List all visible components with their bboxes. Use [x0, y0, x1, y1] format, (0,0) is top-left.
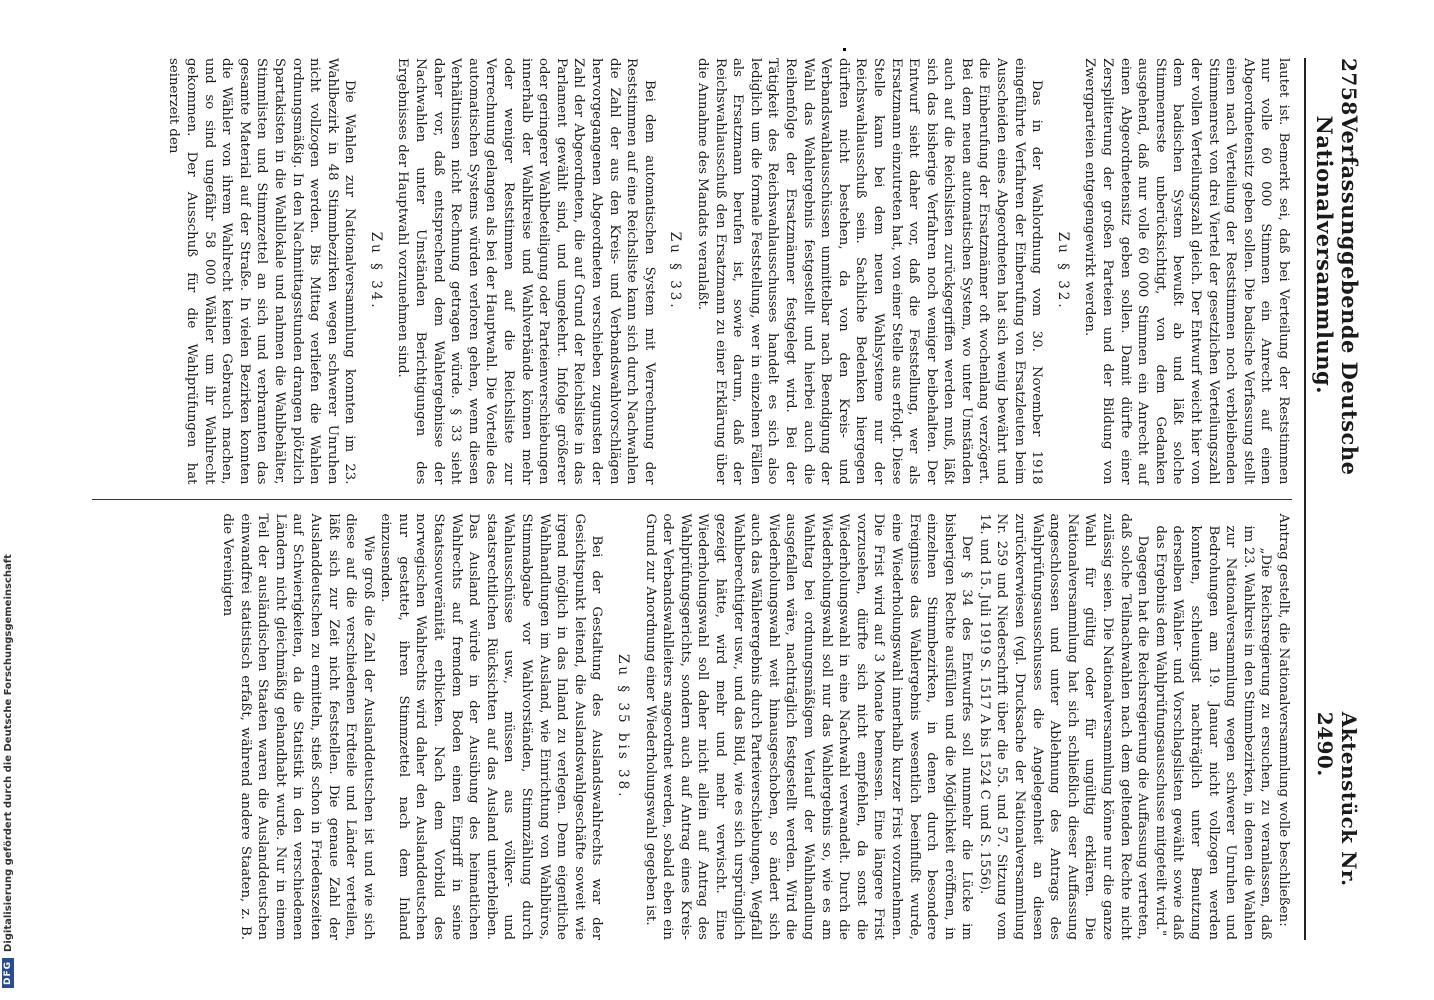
- page-header: [1312, 58, 1362, 940]
- paragraph: Die Wahlen zur Nationalversammlung konnten im 23. Wahlbezirk in 48 Stimmbezirken wegen schwerer Unruhen nicht vollzogen werden. Bis Mittag verliefen die Wahlen ordnungsmäßig. In den Nachmittagsstunden drangen plötzlich Spartakisten in die Wahllokale und nahmen die Wahlbehälter, Stimmlisten und Stimmzettel an sich und verbrannten das gesamte Material auf der Straße. In vielen Bezirken konnten die Wähler von ihrem Wahlrecht keinen Gebrauch machen, und so sind ungefähr 58 000 Wähler um ihr Wahlrecht gekommen. Der Ausschuß für die Wahlprüfungen hat seinerzeit den: [166, 58, 358, 485]
- paragraph: Wie groß die Zahl der Auslanddeutschen ist und wie sich diese auf die verschiedenen Erdteile und Länder verteilen, läßt sich zur Zeit nicht feststellen. Die genaue Zahl der Auslanddeutschen zu ermitteln, stieß schon in Friedenszeiten auf Schwierigkeiten, da die Statistik in den verschiedenen Ländern nicht gleichmäßig gehandhabt wurde. Nur in einem Teil der ausländischen Staaten waren die Auslanddeutschen einwandfrei statistisch erfaßt, während andere Staaten, z. B. die Vereinigten: [219, 513, 376, 940]
- left-column: [92, 58, 1292, 499]
- paragraph: Bei der Gestaltung des Auslandswahlrechts war der Gesichtspunkt leitend, die Auslandswahlgeschäfte soweit wie irgend möglich in das Inland zu verlegen. Denn eigentliche Wahlhandlungen im Ausland, wie Einrichtung von Wahlbüros, Stimmabgabe vor Wahlvorständen, Stimmzählung durch Wahlausschüsse usw., müssen aus völker- und staatsrechtlichen Rücksichten auf das Ausland unterbleiben. Das Ausland würde in der Ausübung des heimatlichen Wahlrechts auf fremdem Boden einen Eingriff in seine Staatssouveränität erblicken. Nach dem Vorbild des norwegischen Wahlrechts wird daher den Auslanddeutschen nur gestattet, ihren Stimmzettel nach dem Inland einzusenden.: [378, 513, 605, 940]
- page-number: 2758: [1337, 58, 1361, 116]
- paragraph: lautet ist. Bemerkt sei, daß bei Verteilung der Reststimmen nur volle 60 000 Stimmen ein Anrecht auf einen Abgeordnetensitz geben sollen. Die badische Verfassung stellt einen nach Verteilung der Reststimmen noch verbleibenden Stimmenrest von drei Viertel der gesetzlichen Verteilungszahl der vollen Verteilungszahl gleich. Der Entwurf weicht hier von dem badischen System bewußt ab und läßt solche Stimmenreste unberücksichtigt, von dem Gedanken ausgehend, daß nur volle 60 000 Stimmen ein Anrecht auf einen Abgeordnetensitz geben sollen. Damit dürfte einer Zersplitterung der großen Parteien und der Bildung von Zwergparteien entgegengewirkt werden.: [1082, 58, 1291, 485]
- section-heading-32: Zu § 32.: [1054, 231, 1071, 311]
- credit-text: Digitalisierung gefördert durch die Deutsche Forschungsgemeinschaft: [2, 554, 14, 952]
- paragraph: Dagegen hat die Reichsregierung die Auffassung vertreten, daß solche Teilnachwahlen nach dem geltenden Rechte nicht zulässig seien. Die Nationalversammlung könne nur die ganze Wahl für gültig oder für ungültig erklären. Die Nationalversammlung hat sich schließlich dieser Auffassung angeschlossen und unter Ablehnung des Antrags des Wahlprüfungsausschusses die Angelegenheit an diesen zurückverwiesen (vgl. Drucksache der Nationalversammlung Nr. 259 und Niederschrift über die 55. und 57. Sitzung vom 14. und 15. Juli 1919 S. 1517 A bis 1524 C und S. 1556).: [976, 513, 1151, 940]
- header-rule: [1304, 58, 1306, 940]
- paragraph: Antrag gestellt, die Nationalversammlung wolle beschließen:: [1276, 513, 1291, 927]
- text-columns: [92, 58, 1292, 940]
- running-title: Verfassunggebende Deutsche Nationalversammlung.: [1312, 115, 1362, 476]
- document-page: [54, 0, 1434, 1000]
- document-reference: Aktenstück Nr. 2490.: [1313, 711, 1361, 887]
- section-heading-35-38: Zu § 35 bis 38.: [615, 653, 632, 800]
- paragraph: Der § 34 des Entwurfes soll nunmehr die Lücke im bisherigen Rechte ausfüllen und die Möglichkeit eröffnen, in einzelnen Stimmbezirken, in denen durch besondere Ereignisse das Wahlergebnis wesentlich beeinflußt wurde, eine Wiederholungswahl innerhalb kurzer Frist vorzunehmen. Die Frist wird auf 3 Monate bemessen. Eine längere Frist vorzusehen, dürfte sich nicht empfehlen, da sonst die Wiederholungswahl in eine Nachwahl verwandelt. Durch die Wiederholungswahl soll nur das Wahlergebnis so, wie es am Wahltag bei ordnungsmäßigem Verlauf der Wahlhandlung ausgefallen wäre, nachträglich festgestellt werden. Wird die Wiederholungswahl weit hinausgeschoben, so ändert sich auch das Wählerergebnis durch Parteiverschiebungen, Wegfall Wahlberechtigter usw., und das Bild, wie es sich ursprünglich gezeigt hätte, wird mehr und mehr verwischt. Eine Wiederholungswahl soll daher nicht allein auf Antrag des Wahlprüfungsgerichts, sondern auch auf Antrag eines Kreis- oder Verbandswahlleiters angeordnet werden, sobald eben ein Grund zur Anordnung einer Wiederholungswahl gegeben ist.: [642, 513, 975, 940]
- paragraph: Bei dem automatischen System mit Verrechnung der Reststimmen auf eine Reichsliste kann sich durch Nachwahlen die Zahl der aus den Kreis- und Verbandswahlvorschlägen hervorgegangenen Abgeordneten verschieben zugunsten der Zahl der Abgeordneten, die auf Grund der Reichsliste in das Parlament gewählt sind, und umgekehrt. Infolge größerer oder geringerer Wahlbeteiligung oder Parteienverschiebungen innerhalb der Wahlkreise und Wahlverbände können mehr oder weniger Reststimmen auf die Reichsliste zur Verrechnung gelangen als bei der Hauptwahl. Die Vorteile des automatischen Systems würden verloren gehen, wenn diesen Verhältnissen nicht Rechnung getragen würde. § 33 sieht daher vor, daß entsprechend dem Wahlergebnisse der Nachwahlen unter Umständen Berichtigungen des Ergebnisses der Hauptwahl vorzunehmen sind.: [395, 58, 657, 485]
- digitization-credit: [0, 0, 16, 1000]
- right-column: [92, 500, 1292, 941]
- dfg-logo: DFG: [2, 958, 14, 988]
- paragraph: Das in der Wahlordnung vom 30. November 1918 eingeführte Verfahren der Einberufung von Ersatzleuten beim Ausscheiden eines Abgeordneten hat sich wenig bewährt und die Einberufung der Ersatzmänner oft wochenlang verzögert. Bei dem neuen automatischen System, wo unter Umständen auch auf die Reichslisten zurückgegriffen werden muß, läßt sich das bisherige Verfahren noch weniger beibehalten. Der Entwurf sieht daher vor, daß die Feststellung, wer als Ersatzmann einzutreten hat, von einer Stelle aus erfolgt. Diese Stelle kann bei dem neuen Wahlsysteme nur der Reichswahlausschuß sein. Sachliche Bedenken hiergegen dürften nicht bestehen, da von den Kreis- und Verbandswahlausschüssen unmittelbar nach Beendigung der Wahl das Wahlergebnis festgestellt und hierbei auch die Reihenfolge der Ersatzmänner festgelegt wird. Bei der Tätigkeit des Reichswahlausschusses handelt es sich also lediglich um die formale Feststellung, wer in einzelnen Fällen als Ersatzmann berufen ist, sowie darum, daß der Reichswahlausschuß den Ersatzmann zu einer Erklärung über die Annahme des Mandats veranlaßt.: [695, 58, 1045, 485]
- quoted-motion: „Die Reichsregierung zu ersuchen, zu veranlassen, daß im 23. Wahlkreis in den Stimmbezirken, in denen die Wahlen zur Nationalversammlung wegen schwerer Unruhen und Bedrohungen am 19. Januar nicht vollzogen werden konnten, schleunigst nachträglich unter Benutzung derselben Wähler- und Vorschlagslisten gewählt sowie daß das Ergebnis dem Wahlprüfungsausschusse mitgeteilt wird.": [1152, 525, 1274, 940]
- print-speck: [843, 48, 846, 51]
- section-heading-34: Zu § 34.: [367, 231, 384, 311]
- section-heading-33: Zu § 33.: [667, 231, 684, 311]
